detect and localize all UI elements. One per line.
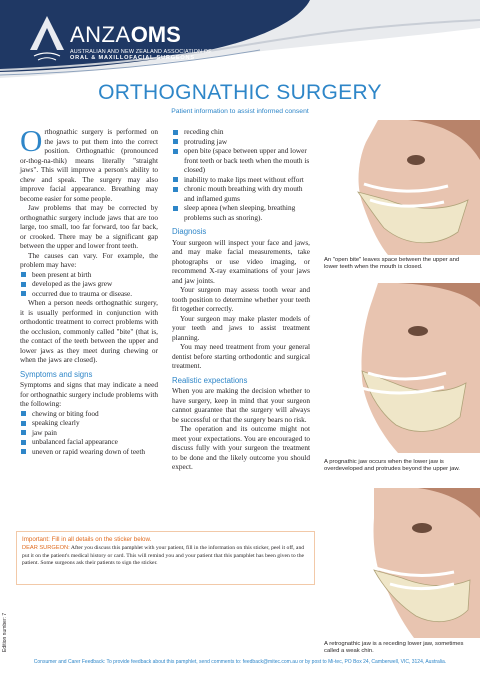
section-heading-symptoms: Symptoms and signs	[20, 369, 93, 379]
edition-text: Edition number: 7	[2, 612, 8, 652]
logo-subtitle-2: ORAL & MAXILLOFACIAL SURGEONS	[70, 55, 195, 61]
paragraph: Your surgeon will inspect your face and jaws, and may make facial measurements, take photographs or use video imaging, or recommend X-ray examinations of your jaws and jaw joints.	[172, 237, 310, 285]
paragraph: The operation and its outcome might not meet your expectations. You are encouraged to discuss fully with your surgeon the treatment to be done and the likely outcome you should expect.	[172, 424, 310, 471]
section-heading-expectations: Realistic expectations	[172, 375, 248, 385]
list-item: unbalanced facial appearance	[20, 437, 158, 447]
open-bite-illustration	[318, 120, 480, 255]
logo-text	[70, 22, 212, 61]
paragraph: Your surgeon may assess tooth wear and tooth position to determine whether your teeth fit together correctly.	[172, 285, 310, 313]
list-item: chewing or biting food	[20, 409, 158, 419]
list-item: protruding jaw	[172, 137, 310, 147]
drop-cap: O	[20, 123, 43, 158]
list-item: chronic mouth breathing with dry mouth and inflamed gums	[172, 184, 310, 203]
list-item: occurred due to trauma or disease.	[20, 289, 158, 299]
list-item: sleep apnea (when sleeping, breathing problems such as snoring).	[172, 203, 310, 222]
logo-anza: ANZA	[70, 22, 131, 47]
paragraph: The causes can vary. For example, the problem may have:	[20, 250, 158, 269]
list-item: inability to make lips meet without effort	[172, 175, 310, 185]
intro-paragraph	[20, 123, 158, 203]
symptoms-list	[20, 409, 158, 457]
notice-text: After you discuss this pamphlet with your patient, fill in the information on this sticker, peel it off, and put it on the patient's medical history or card. This will remind you and your patient that this pamphlet has been given to the patient. Some surgeons ask their patients to sign the sticker.	[22, 545, 305, 567]
list-item: receding chin	[172, 127, 310, 137]
paragraph: You may need treatment from your general dentist before starting orthodontic and surgical treatment.	[172, 342, 310, 370]
text-column-2	[172, 127, 310, 472]
list-item: uneven or rapid wearing down of teeth	[20, 447, 158, 457]
page-subtitle: Patient information to assist informed consent	[171, 108, 309, 115]
header-banner	[0, 0, 480, 78]
list-item: open bite (space between upper and lower front teeth or back teeth when the mouth is closed)	[172, 146, 310, 175]
notice-lead: DEAR SURGEON:	[22, 545, 70, 551]
paragraph: Symptoms and signs that may indicate a need for orthognathic surgery include problems with the following:	[20, 380, 158, 408]
anzaoms-logo-icon	[24, 12, 70, 64]
list-item: been present at birth	[20, 270, 158, 280]
retrognathic-jaw-illustration	[318, 488, 480, 638]
notice-title: Important: Fill in all details on the sticker below.	[22, 536, 152, 543]
paragraph: Jaw problems that may be corrected by orthognathic surgery include jaws that are too large, too small, too far forward, too far back, or crooked. There may be a significant gap between the upper and lower front teeth.	[20, 203, 158, 250]
symptoms-list-continued	[172, 127, 310, 222]
edition-number	[2, 612, 10, 652]
logo-oms: OMS	[130, 22, 181, 47]
prognathic-jaw-illustration	[318, 283, 480, 453]
causes-list	[20, 270, 158, 299]
page-title: ORTHOGNATHIC SURGERY	[98, 81, 382, 104]
footer-feedback: Consumer and Carer Feedback: To provide feedback about this pamphlet, send comments to: feedback@mitec.com.au or by post to Mi-tec, PO Box 24, Camberwell, VIC, 3124, Australia.	[33, 659, 447, 665]
list-item: jaw pain	[20, 428, 158, 438]
surgeon-notice-box	[16, 531, 315, 585]
list-item: developed as the jaws grew	[20, 279, 158, 289]
text-column-1	[20, 123, 158, 456]
paragraph: Your surgeon may make plaster models of your teeth and jaws to assist treatment planning.	[172, 313, 310, 342]
notice-body	[22, 545, 310, 568]
logo-subtitle-1: AUSTRALIAN AND NEW ZEALAND ASSOCIATION OF	[70, 49, 212, 55]
intro-text: rthognathic surgery is performed on the jaws to put them into the correct position. Orthognathic (pronounced or-thog-na-thik) means literally "straight jaws". This will improve a person's ability to chew and speak. The surgery may also improve facial appearance. Breathing may become easier for some people.	[20, 127, 158, 203]
caption-open-bite: An "open bite" leaves space between the upper and lower teeth when the mouth is closed.	[324, 257, 460, 271]
caption-prognathic-jaw: A prognathic jaw occurs when the lower jaw is overdeveloped and protrudes beyond the upper jaw.	[324, 459, 460, 473]
section-heading-diagnosis: Diagnosis	[172, 227, 207, 236]
paragraph: When a person needs orthognathic surgery, it is usually performed in conjunction with orthodontic treatment to correct problems with the occlusion, commonly called "bite" (that is, the contact of the teeth between the upper and lower jaws as they meet during chewing or when the jaws are closed).	[20, 298, 158, 364]
paragraph: When you are making the decision whether to have surgery, keep in mind that your surgeon cannot guarantee that the surgery will always be successful or that the surgery bears no risk.	[172, 386, 310, 424]
list-item: speaking clearly	[20, 418, 158, 428]
caption-retrognathic-jaw: A retrognathic jaw is a receding lower jaw, sometimes called a weak chin.	[324, 641, 464, 655]
